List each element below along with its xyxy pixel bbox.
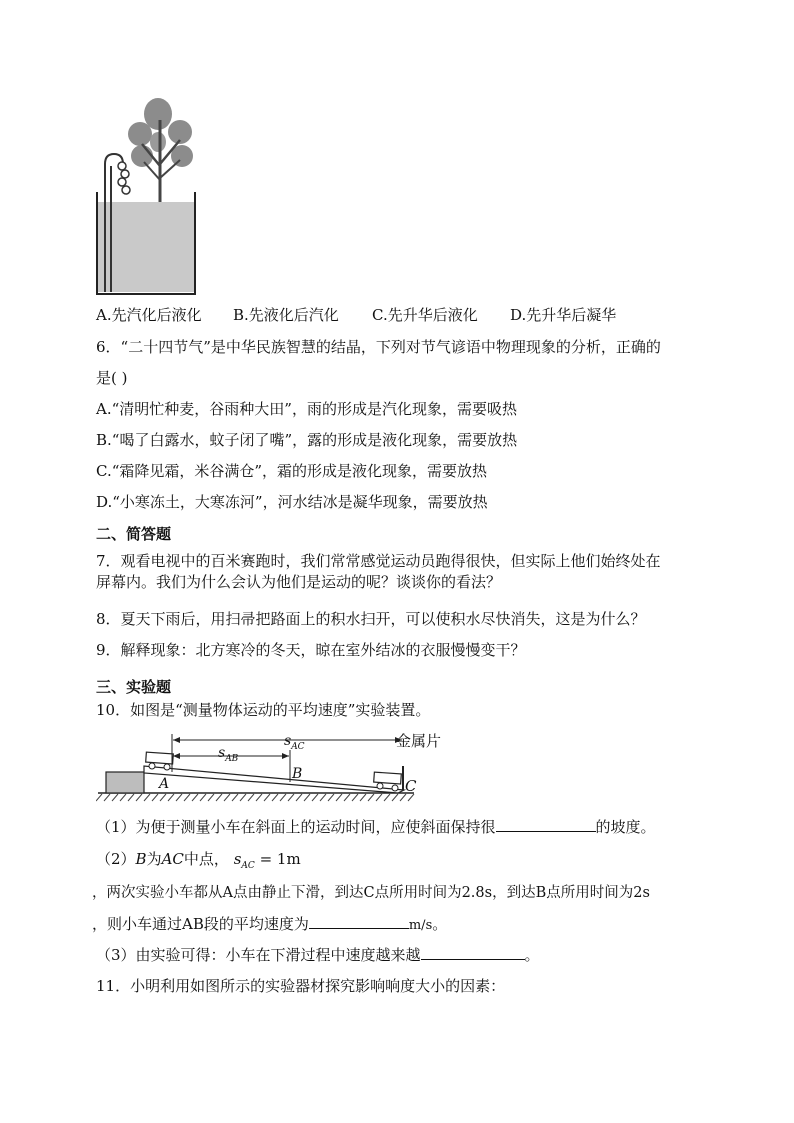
label-sab-sub: AB	[225, 753, 239, 764]
label-sab-s: s	[218, 745, 226, 761]
q10-part2-eq: = 1m	[254, 850, 301, 868]
label-point-a: A	[159, 776, 170, 792]
q10-part2-prefix: （2）	[96, 850, 136, 868]
q10-part2-line3-text: ，则小车通过AB段的平均速度为	[92, 915, 309, 933]
q10-part3-text: （3）由实验可得：小车在下滑过程中速度越来越	[96, 946, 421, 964]
q6-option-d[interactable]: D.“小寒冻土，大寒冻河”，河水结冰是凝华现象，需要放热	[96, 493, 488, 511]
q5-option-c[interactable]: C.先升华后液化	[372, 306, 478, 324]
q10-part2-blank[interactable]	[309, 914, 409, 929]
q10-part1-after: 的坡度。	[595, 818, 656, 836]
q6-option-c[interactable]: C.“霜降见霜，米谷满仓”，霜的形成是液化现象，需要放热	[96, 462, 488, 480]
q10-part2-line3	[92, 914, 447, 936]
label-sab	[218, 744, 238, 768]
q6-stem-line1: 6．“二十四节气”是中华民族智慧的结晶，下列对节气谚语中物理现象的分析，正确的	[96, 338, 661, 356]
q10-part2-mid2: 中点，	[183, 850, 229, 868]
section-3-title: 三、实验题	[96, 678, 172, 696]
q7-line2: 屏幕内。我们为什么会认为他们是运动的呢？谈谈你的看法？	[96, 573, 502, 591]
q7-line1: 7．观看电视中的百米赛跑时，我们常常感觉运动员跑得很快，但实际上他们始终处在	[96, 552, 661, 570]
q9-text: 9．解释现象：北方寒冷的冬天，晾在室外结冰的衣服慢慢变干？	[96, 641, 526, 659]
q10-part2-line1	[96, 849, 301, 876]
q5-option-b[interactable]: B.先液化后汽化	[233, 306, 339, 324]
q10-part3-blank[interactable]	[421, 945, 525, 960]
q5-option-d[interactable]: D.先升华后凝华	[510, 306, 617, 324]
q10-part2-b: B	[135, 850, 147, 868]
q8-text: 8．夏天下雨后，用扫帚把路面上的积水扫开，可以使积水尽快消失，这是为什么？	[96, 610, 646, 628]
incline-figure	[96, 728, 426, 804]
q5-options	[96, 305, 616, 325]
tree-beaker-figure	[92, 92, 202, 298]
q6-stem-line2: 是( )	[96, 369, 128, 387]
q10-part2-mid: 为	[146, 850, 162, 868]
q10-stem: 10．如图是“测量物体运动的平均速度”实验装置。	[96, 701, 431, 719]
q10-part3	[96, 945, 540, 965]
q10-part2-end: 。	[432, 915, 448, 933]
label-sac-sub: AC	[291, 741, 305, 752]
q10-part1-text: （1）为便于测量小车在斜面上的运动时间，应使斜面保持很	[96, 818, 496, 836]
q6-option-b[interactable]: B.“喝了白露水，蚊子闭了嘴”，露的形成是液化现象，需要放热	[96, 431, 518, 449]
section-2-title: 二、简答题	[96, 525, 172, 543]
label-point-c: C	[405, 777, 417, 795]
q10-part2-ac: AC	[161, 850, 184, 868]
q11-text: 11．小明利用如图所示的实验器材探究影响响度大小的因素：	[96, 977, 506, 995]
q10-part2-line2: ，两次实验小车都从A点由静止下滑，到达C点所用时间为2.8s，到达B点所用时间为2s	[92, 885, 650, 901]
q10-part3-after: 。	[524, 946, 540, 964]
label-sac	[284, 732, 305, 756]
q10-part1-blank[interactable]	[496, 817, 596, 832]
q10-part2-sub: AC	[241, 861, 255, 871]
q5-option-a[interactable]: A.先汽化后液化	[96, 306, 202, 324]
label-sac-s: s	[284, 733, 292, 749]
q10-part2-unit: m/s	[408, 918, 433, 933]
q10-part2-s: s	[233, 850, 242, 868]
label-metal-plate: 金属片	[396, 732, 442, 750]
q10-part1	[96, 817, 656, 837]
label-point-b: B	[292, 766, 303, 782]
q6-option-a[interactable]: A.“清明忙种麦，谷雨种大田”，雨的形成是汽化现象，需要吸热	[96, 400, 517, 418]
